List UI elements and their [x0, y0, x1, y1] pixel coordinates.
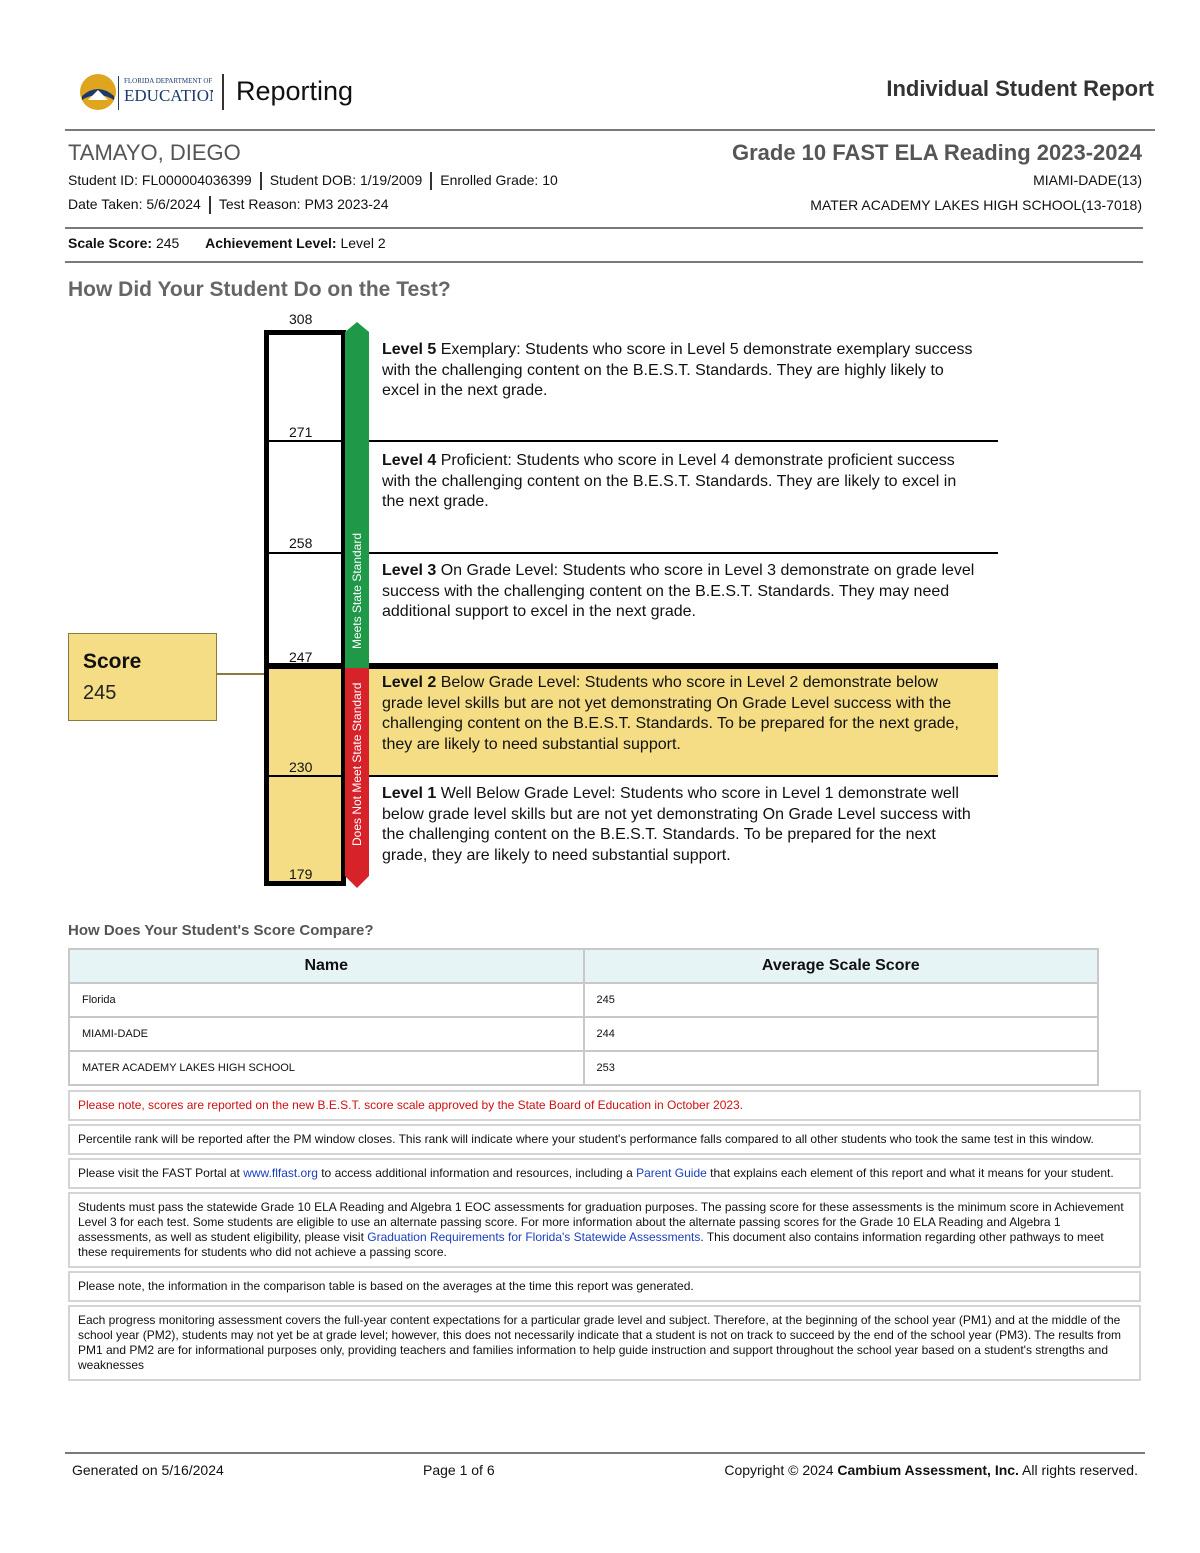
level-3-description — [382, 561, 982, 623]
level-2-text: Below Grade Level: Students who score in Level 2 demonstrate below grade level skills but are not yet demonstrating On Grade Level success with the challenging content on the B.E.S.T. Standards. To be prepared for the next grade, they are likely to need substantial support. — [382, 674, 959, 754]
row-score: 245 — [584, 983, 1099, 1017]
header-divider — [222, 74, 224, 110]
cut-score-258: 258 — [289, 535, 313, 551]
score-rule — [65, 261, 1143, 263]
compare-title: How Does Your Student's Score Compare? — [68, 922, 374, 939]
level-divider-4 — [369, 440, 998, 442]
score-box-value: 245 — [83, 682, 117, 704]
note-comparison-table: Please note, the information in the comparison table is based on the averages at the time this report was generated. — [68, 1271, 1141, 1302]
note-progress-monitoring: Each progress monitoring assessment covers the full-year content expectations for a particular grade level and subject. Therefore, at the beginning of the school year (PM1) and at the middle of the school year (PM2), students may not yet be at grade level; however, this does not necessarily indicate that a student is not on track to succeed by the end of the school year (PM3). The results from PM1 and PM2 are for informational purposes only, providing teachers and families information to help guide instruction and support throughout the school year based on a student's strengths and weaknesses — [68, 1305, 1141, 1381]
column-header-name: Name — [69, 949, 584, 983]
row-score: 244 — [584, 1017, 1099, 1051]
cut-line-271 — [269, 440, 341, 442]
flfast-link[interactable]: www.flfast.org — [243, 1166, 318, 1180]
copyright-rights: All rights reserved. — [1018, 1462, 1138, 1478]
table-row — [69, 983, 1098, 1017]
note-fast-portal — [68, 1158, 1141, 1189]
level-5-description — [382, 340, 982, 402]
district: MIAMI-DADE(13) — [1033, 172, 1142, 188]
student-id: Student ID: FL000004036399 — [68, 172, 252, 188]
student-info-line2 — [68, 196, 389, 214]
level-5-name: Level 5 — [382, 341, 437, 358]
compare-table — [68, 948, 1099, 1086]
test-title: Grade 10 FAST ELA Reading 2023-2024 — [731, 140, 1142, 165]
note-text: Please visit the FAST Portal at — [78, 1166, 244, 1180]
fdoe-seal-icon — [78, 70, 213, 114]
column-header-average: Average Scale Score — [584, 949, 1099, 983]
page-number: Page 1 of 6 — [423, 1462, 495, 1478]
meets-standard-label: Meets State Standard — [350, 532, 364, 650]
section-title: How Did Your Student Do on the Test? — [68, 278, 451, 301]
level-4-name: Level 4 — [382, 452, 437, 469]
note-text: to access additional information and resources, including a — [317, 1166, 637, 1180]
level-divider-2 — [369, 663, 998, 669]
student-name: TAMAYO, DIEGO — [68, 140, 241, 165]
row-score: 253 — [584, 1051, 1099, 1085]
row-name: MIAMI-DADE — [69, 1017, 584, 1051]
report-title: Individual Student Report — [886, 76, 1154, 101]
level-4-description — [382, 451, 982, 513]
svg-text:EDUCATION: EDUCATION — [124, 86, 213, 105]
row-name: MATER ACADEMY LAKES HIGH SCHOOL — [69, 1051, 584, 1085]
footer-rule — [65, 1452, 1145, 1454]
achievement-level-value: Level 2 — [340, 235, 386, 251]
compare-header-row — [69, 949, 1098, 983]
note-text: Students must pass the statewide Grade 10 ELA Reading and Algebra 1 EOC assessments for graduation purposes. The passing score for these assessments is the minimum score in Achievement Level 3 for each test. Some students are eligible to use an alternate passing score. For more information about the alternate passing scores for the Grade 10 ELA Reading and Algebra 1 assessments, as well as student eligibility, please visit — [78, 1200, 1124, 1244]
cut-score-308: 308 — [289, 311, 313, 327]
enrolled-grade: Enrolled Grade: 10 — [440, 172, 558, 188]
note-graduation — [68, 1192, 1141, 1268]
score-box-label: Score — [83, 650, 142, 673]
test-reason: Test Reason: PM3 2023-24 — [218, 196, 389, 212]
level-divider-3 — [369, 552, 998, 554]
row-name: Florida — [69, 983, 584, 1017]
level-3-text: On Grade Level: Students who score in Level 3 demonstrate on grade level success with the challenging content on the B.E.S.T. Standards. They may need additional support to excel in the next grade. — [382, 562, 975, 621]
note-percentile: Percentile rank will be reported after the PM window closes. This rank will indicate where your student's performance falls compared to all other students who took the same test in this window. — [68, 1124, 1141, 1155]
app-title: Reporting — [236, 76, 354, 106]
svg-text:FLORIDA DEPARTMENT OF: FLORIDA DEPARTMENT OF — [124, 77, 213, 85]
level-1-name: Level 1 — [382, 785, 437, 802]
level-divider-1 — [369, 775, 998, 777]
level-1-text: Well Below Grade Level: Students who score in Level 1 demonstrate well below grade level skills but are not yet demonstrating On Grade Level success with the challenging content on the B.E.S.T. Standards. To be prepared for the next grade, they are likely to need substantial support. — [382, 785, 971, 865]
note-score-scale: Please note, scores are reported on the new B.E.S.T. score scale approved by the State Board of Education in October 2023. — [68, 1090, 1141, 1121]
level-2-name: Level 2 — [382, 674, 437, 691]
note-text: that explains each element of this report and what it means for your student. — [706, 1166, 1114, 1180]
level-1-description — [382, 784, 982, 867]
level-3-name: Level 3 — [382, 562, 437, 579]
generated-date: Generated on 5/16/2024 — [72, 1462, 224, 1478]
parent-guide-link[interactable]: Parent Guide — [636, 1166, 707, 1180]
scale-score-label: Scale Score: — [68, 235, 153, 251]
scale-score-value: 245 — [155, 235, 180, 251]
cut-score-271: 271 — [289, 424, 313, 440]
not-meets-standard-label: Does Not Meet State Standard — [350, 682, 364, 846]
level-4-text: Proficient: Students who score in Level 4 demonstrate proficient success with the challenging content on the B.E.S.T. Standards. They are likely to excel in the next grade. — [382, 452, 957, 511]
copyright — [724, 1462, 1138, 1478]
note-text: . This document also contains information regarding other pathways to meet these requirements for students who did not achieve a passing score. — [78, 1230, 1104, 1259]
level-5-text: Exemplary: Students who score in Level 5 demonstrate exemplary success with the challenging content on the B.E.S.T. Standards. They are highly likely to excel in the next grade. — [382, 341, 973, 400]
score-box — [68, 633, 217, 721]
student-dob: Student DOB: 1/19/2009 — [269, 172, 423, 188]
school: MATER ACADEMY LAKES HIGH SCHOOL(13-7018) — [810, 197, 1142, 213]
table-row — [69, 1051, 1098, 1085]
score-connector — [217, 673, 264, 675]
cut-line-258 — [269, 552, 341, 554]
student-info-line1 — [68, 172, 558, 190]
cut-score-230: 230 — [289, 759, 313, 775]
info-rule — [65, 227, 1143, 229]
cut-line-230 — [269, 775, 341, 777]
graduation-requirements-link[interactable]: Graduation Requirements for Florida's Statewide Assessments — [367, 1230, 701, 1244]
level-2-description — [382, 673, 982, 756]
score-summary — [68, 235, 386, 251]
header-rule — [65, 129, 1155, 131]
date-taken: Date Taken: 5/6/2024 — [68, 196, 201, 212]
cut-score-247: 247 — [289, 649, 313, 665]
table-row — [69, 1017, 1098, 1051]
copyright-text: Copyright © 2024 — [724, 1462, 838, 1478]
achievement-level-label: Achievement Level: — [205, 235, 337, 251]
copyright-company: Cambium Assessment, Inc. — [837, 1462, 1019, 1478]
notes-section — [68, 1090, 1141, 1381]
fdoe-logo — [78, 70, 213, 114]
cut-score-179: 179 — [289, 866, 313, 882]
